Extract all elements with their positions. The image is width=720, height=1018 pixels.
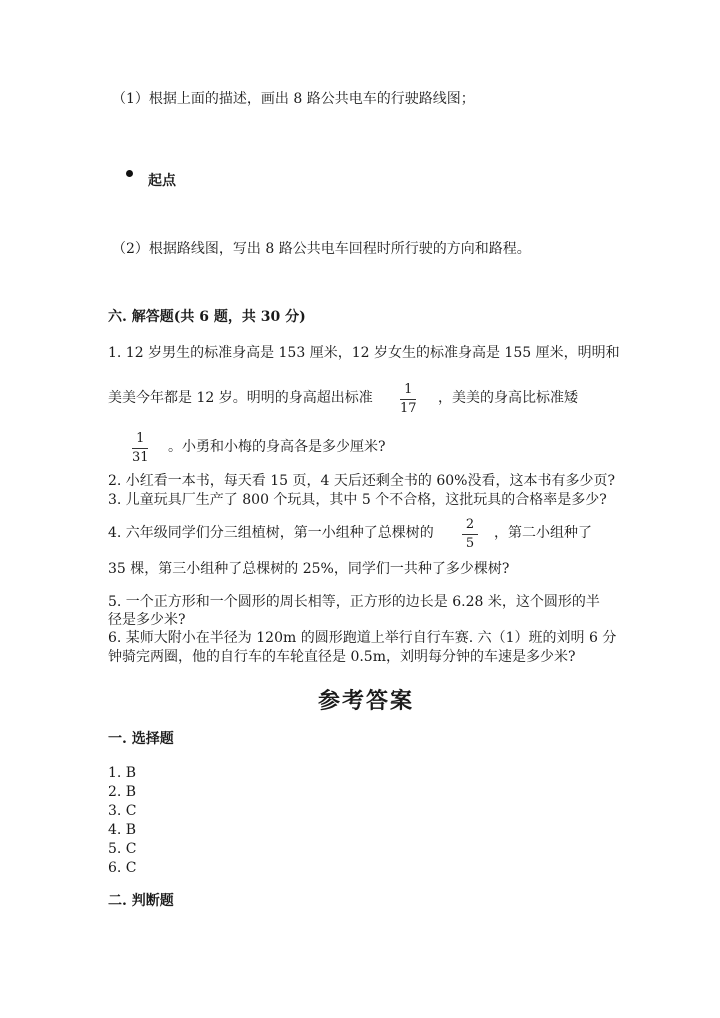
- answer-item: 1. B: [108, 765, 137, 781]
- q4-fraction-numerator: 2: [465, 517, 475, 532]
- q1-line3: 。小勇和小梅的身高各是多少厘米?: [168, 439, 386, 455]
- q1-fraction-2-numerator: 1: [136, 431, 145, 446]
- part2-instruction: （2）根据路线图，写出 8 路公共电车回程时所行驶的方向和路程。: [112, 241, 531, 257]
- answer-item: 5. C: [108, 841, 137, 857]
- answers-heading: 参考答案: [318, 688, 415, 714]
- answer-item: 3. C: [108, 803, 137, 819]
- start-point-label: 起点: [148, 173, 176, 189]
- q1-line2-b: ，美美的身高比标准矮: [438, 390, 578, 406]
- q4-fraction-denominator: 5: [465, 536, 475, 551]
- q5-line2: 径是多少米?: [108, 612, 186, 628]
- answer-item: 4. B: [108, 822, 137, 838]
- q1-fraction-1-numerator: 1: [404, 382, 413, 397]
- q4-line1-a: 4. 六年级同学们分三组植树，第一小组种了总棵树的: [108, 525, 434, 541]
- q3-text: 3. 儿童玩具厂生产了 800 个玩具，其中 5 个不合格，这批玩具的合格率是多少?: [108, 492, 607, 508]
- q6-line2: 钟骑完两圈，他的自行车的车轮直径是 0.5m，刘明每分钟的车速是多少米?: [108, 649, 576, 665]
- answers-section2-title: 二. 判断题: [108, 893, 174, 909]
- answers-section1-title: 一. 选择题: [108, 731, 174, 747]
- start-point-dot: [126, 170, 133, 177]
- q1-line1: 1. 12 岁男生的标准身高是 153 厘米，12 岁女生的标准身高是 155 厘米，明明和: [108, 345, 620, 361]
- section6-title: 六. 解答题(共 6 题，共 30 分): [108, 309, 306, 325]
- part1-instruction: （1）根据上面的描述，画出 8 路公共电车的行驶路线图；: [112, 91, 475, 107]
- q4-line1-b: ，第二小组种了: [494, 525, 592, 541]
- q2-text: 2. 小红看一本书，每天看 15 页，4 天后还剩全书的 60%没看，这本书有多少页?: [108, 473, 615, 489]
- q1-line2-a: 美美今年都是 12 岁。明明的身高超出标准: [108, 390, 373, 406]
- q4-line2: 35 棵，第三小组种了总棵树的 25%，同学们一共种了多少棵树?: [108, 561, 510, 577]
- answer-item: 6. C: [108, 860, 137, 876]
- q5-line1: 5. 一个正方形和一个圆形的周长相等，正方形的边长是 6.28 米，这个圆形的半: [108, 594, 600, 610]
- q4-fraction: [462, 518, 478, 551]
- q1-fraction-2-bar: [132, 448, 148, 449]
- q4-fraction-bar: [462, 534, 478, 535]
- answer-item: 2. B: [108, 784, 137, 800]
- q1-fraction-1-bar: [400, 399, 416, 400]
- q1-fraction-1-denominator: 17: [400, 401, 417, 416]
- q1-fraction-1: [398, 383, 419, 416]
- q6-line1: 6. 某师大附小在半径为 120m 的圆形跑道上举行自行车赛. 六（1）班的刘明 6 分: [108, 630, 617, 646]
- q1-fraction-2: [130, 432, 151, 465]
- q1-fraction-2-denominator: 31: [132, 450, 149, 465]
